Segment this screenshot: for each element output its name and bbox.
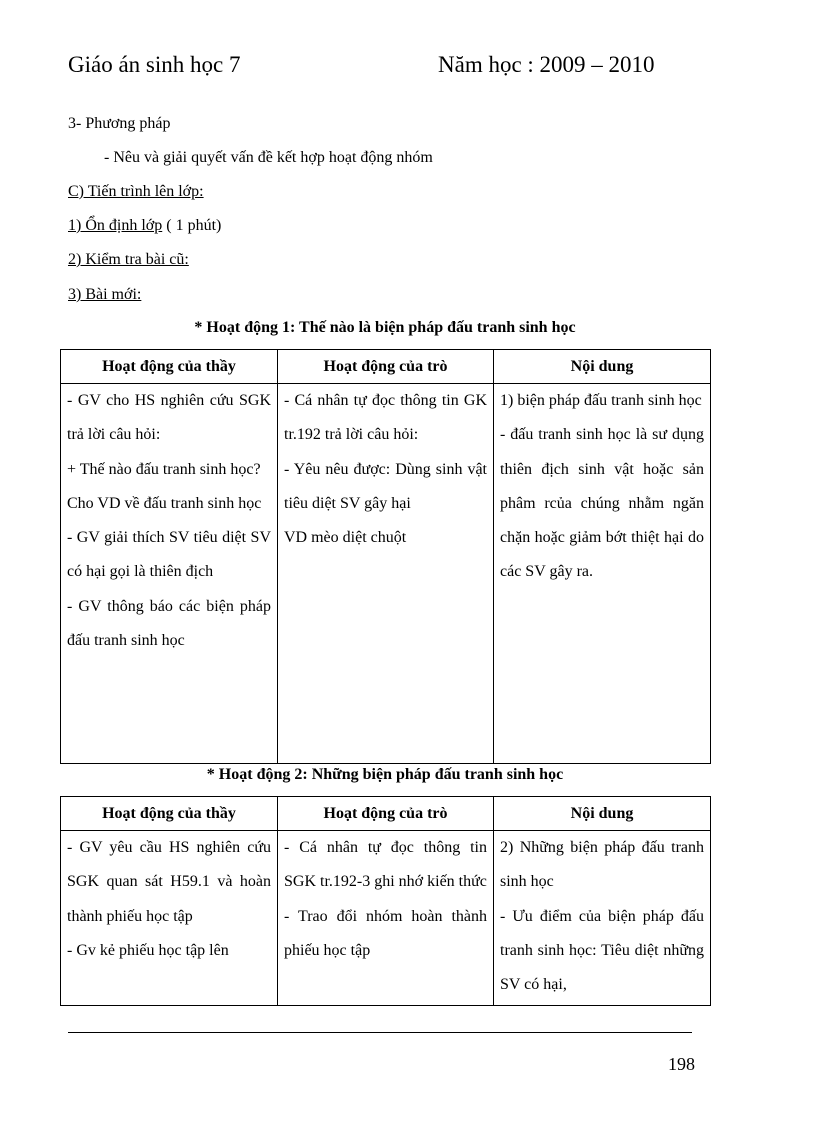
content-line: 2) Những biện pháp đấu tranh sinh học xyxy=(500,839,704,891)
footer-divider xyxy=(68,1032,692,1033)
teacher-line: - GV yêu cầu HS nghiên cứu SGK quan sát H59.1 và hoàn thành phiếu học tập xyxy=(67,839,271,925)
student-column-header: Hoạt động của trò xyxy=(278,797,494,831)
activity-2-table xyxy=(60,796,711,1006)
student-line: VD mèo diệt chuột xyxy=(284,529,407,547)
header-subject: Giáo án sinh học 7 xyxy=(68,52,241,77)
progress-heading: C) Tiến trình lên lớp: xyxy=(68,183,204,200)
teacher-line: + Thế nào đấu tranh sinh học? xyxy=(67,460,261,478)
method-detail: - Nêu và giải quyết vấn đề kết hợp hoạt động nhóm xyxy=(104,149,433,166)
step-1 xyxy=(68,216,221,236)
student-line: - Cá nhân tự đọc thông tin SGK tr.192-3 ghi nhớ kiến thức xyxy=(284,839,487,891)
student-line: - Yêu nêu được: Dùng sinh vật tiêu diệt SV gây hại xyxy=(284,460,487,512)
teacher-activity-cell xyxy=(61,831,278,1006)
teacher-column-header: Hoạt động của thầy xyxy=(61,797,278,831)
step-2: 2) Kiểm tra bài cũ: xyxy=(68,251,189,268)
teacher-line: - GV giải thích SV tiêu diệt SV có hại gọi là thiên địch xyxy=(67,529,271,581)
activity-2-title: * Hoạt động 2: Những biện pháp đấu tranh sinh học xyxy=(206,766,564,783)
student-activity-cell xyxy=(278,384,494,764)
student-line: - Trao đổi nhóm hoàn thành phiếu học tập xyxy=(284,907,487,959)
activity-1-title: * Hoạt động 1: Thế nào là biện pháp đấu tranh sinh học xyxy=(194,319,576,336)
student-activity-cell xyxy=(278,831,494,1006)
content-line: - Ưu điểm của biện pháp đấu tranh sinh học: Tiêu diệt những SV có hại, xyxy=(500,907,704,994)
student-line: - Cá nhân tự đọc thông tin GK tr.192 trả lời câu hỏi: xyxy=(284,392,487,444)
content-column-header: Nội dung xyxy=(494,797,711,831)
content-column-header: Nội dung xyxy=(494,350,711,384)
page-number: 198 xyxy=(668,1054,695,1074)
content-cell xyxy=(494,384,711,764)
header-school-year: Năm học : 2009 – 2010 xyxy=(438,52,655,77)
teacher-line: - GV cho HS nghiên cứu SGK trả lời câu hỏi: xyxy=(67,392,271,444)
content-cell xyxy=(494,831,711,1006)
step-1-duration: ( 1 phút) xyxy=(162,217,222,234)
teacher-activity-cell xyxy=(61,384,278,764)
student-column-header: Hoạt động của trò xyxy=(278,350,494,384)
step-1-title: 1) Ổn định lớp xyxy=(68,217,163,234)
method-heading: 3- Phương pháp xyxy=(68,115,171,132)
activity-1-table xyxy=(60,349,711,764)
teacher-line: - Gv kẻ phiếu học tập lên xyxy=(67,941,229,959)
step-3: 3) Bài mới: xyxy=(68,286,142,303)
teacher-column-header: Hoạt động của thầy xyxy=(61,350,278,384)
content-line: 1) biện pháp đấu tranh sinh học xyxy=(500,392,702,409)
teacher-line: Cho VD về đấu tranh sinh học xyxy=(67,494,262,512)
content-line: - đấu tranh sinh học là sư dụng thiên địch sinh vật hoặc sản phâm rcủa chúng nhằm ngăn chặn hoặc giảm bớt thiệt hại do các SV gây ra. xyxy=(500,426,704,581)
teacher-line: - GV thông báo các biện pháp đấu tranh sinh học xyxy=(67,597,271,650)
page-header xyxy=(68,52,688,82)
